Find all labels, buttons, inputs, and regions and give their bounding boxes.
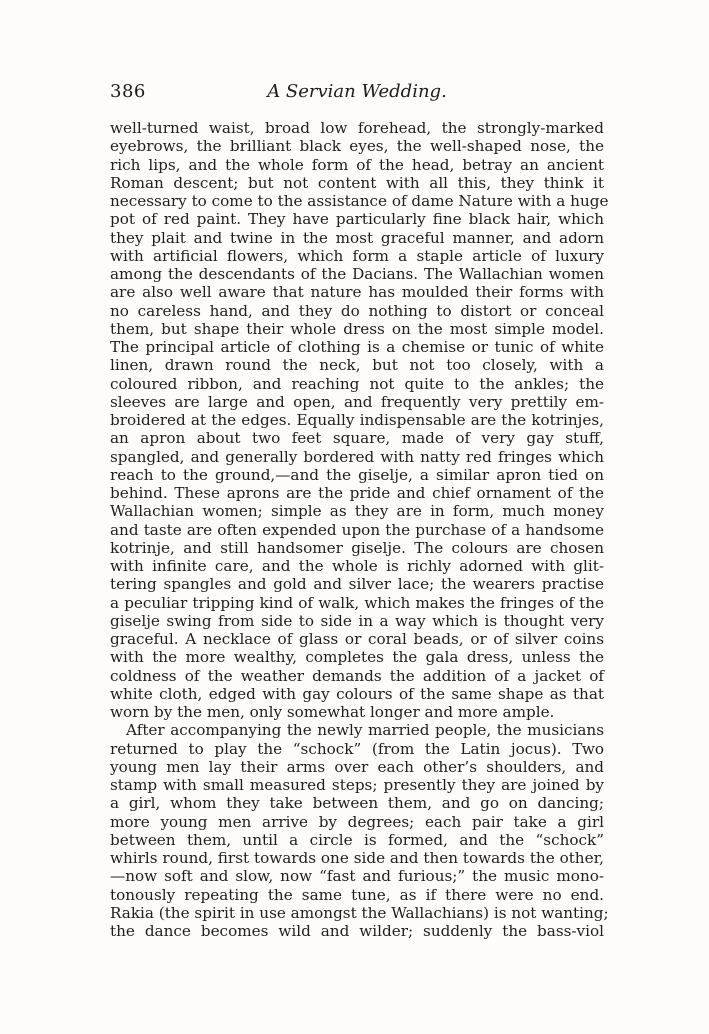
text-line: tering spangles and gold and silver lace; the wearers practise — [110, 575, 604, 594]
text-line: Wallachian women; simple as they are in form, much money — [110, 502, 604, 521]
text-line: the dance becomes wild and wilder; suddenly the bass-viol — [110, 922, 604, 940]
body-text — [110, 119, 609, 940]
text-line: with infinite care, and the whole is richly adorned with glit- — [110, 557, 604, 575]
text-line: stamp with small measured steps; presently they are joined by — [110, 776, 604, 794]
text-line: linen, drawn round the neck, but not too closely, with a — [110, 356, 604, 375]
text-line: tonously repeating the same tune, as if there were no end. — [110, 885, 604, 904]
text-line: they plait and twine in the most graceful manner, and adorn — [110, 228, 604, 247]
text-line: rich lips, and the whole form of the head, betray an ancient — [110, 155, 604, 174]
text-line: reach to the ground,—and the giselje, a similar apron tied on — [110, 465, 604, 484]
text-line: a girl, whom they take between them, and go on dancing; — [110, 794, 604, 813]
text-line: Roman descent; but not content with all this, they think it — [110, 173, 604, 192]
text-line: The principal article of clothing is a chemise or tunic of white — [110, 338, 604, 356]
text-line: graceful. A necklace of glass or coral beads, or of silver coins — [110, 630, 604, 648]
text-line: white cloth, edged with gay colours of the same shape as that — [110, 684, 604, 703]
text-line: behind. These aprons are the pride and chief ornament of the — [110, 484, 604, 502]
text-line: spangled, and generally bordered with natty red fringes which — [110, 447, 604, 466]
text-line: After accompanying the newly married people, the musicians — [126, 721, 604, 740]
running-title: A Servian Wedding. — [267, 81, 447, 102]
text-line: whirls round, first towards one side and then towards the other, — [110, 849, 604, 867]
text-line: coldness of the weather demands the addition of a jacket of — [110, 666, 604, 685]
text-line: worn by the men, only somewhat longer and more ample. — [110, 703, 555, 721]
text-line: an apron about two feet square, made of very gay stuff, — [110, 429, 604, 448]
text-line: them, but shape their whole dress on the most simple model. — [110, 319, 604, 338]
text-line: sleeves are large and open, and frequently very prettily em- — [110, 392, 604, 411]
running-head — [110, 81, 604, 107]
text-line: necessary to come to the assistance of dame Nature with a huge — [110, 192, 609, 210]
text-line: are also well aware that nature has moulded their forms with — [110, 283, 604, 302]
text-line: eyebrows, the brilliant black eyes, the well-shaped nose, the — [110, 137, 604, 156]
text-line: among the descendants of the Dacians. The Wallachian women — [110, 265, 604, 283]
text-line: a peculiar tripping kind of walk, which makes the fringes of the — [110, 593, 604, 612]
text-line: well-turned waist, broad low forehead, the strongly-marked — [110, 119, 604, 137]
text-line: giselje swing from side to side in a way which is thought very — [110, 611, 604, 630]
text-line: Rakia (the spirit in use amongst the Wallachians) is not wanting; — [110, 903, 609, 922]
text-line: more young men arrive by degrees; each pair take a girl — [110, 812, 604, 831]
text-line: coloured ribbon, and reaching not quite to the ankles; the — [110, 374, 604, 393]
page-number: 386 — [110, 81, 146, 102]
text-line: pot of red paint. They have particularly fine black hair, which — [110, 210, 604, 229]
text-line: returned to play the “schock” (from the Latin jocus). Two — [110, 739, 604, 758]
text-line: with the more wealthy, completes the gala dress, unless the — [110, 648, 604, 667]
text-line: —now soft and slow, now “fast and furious;” the music mono- — [110, 867, 604, 886]
text-line: young men lay their arms over each other’s shoulders, and — [110, 757, 604, 776]
text-line: with artificial flowers, which form a staple article of luxury — [110, 246, 604, 265]
text-line: and taste are often expended upon the purchase of a handsome — [110, 520, 604, 539]
text-line: between them, until a circle is formed, and the “schock” — [110, 830, 604, 849]
text-line: kotrinje, and still handsomer giselje. The colours are chosen — [110, 538, 604, 557]
text-line: no careless hand, and they do nothing to distort or conceal — [110, 301, 604, 320]
text-line: broidered at the edges. Equally indispensable are the kotrinjes, — [110, 411, 604, 429]
